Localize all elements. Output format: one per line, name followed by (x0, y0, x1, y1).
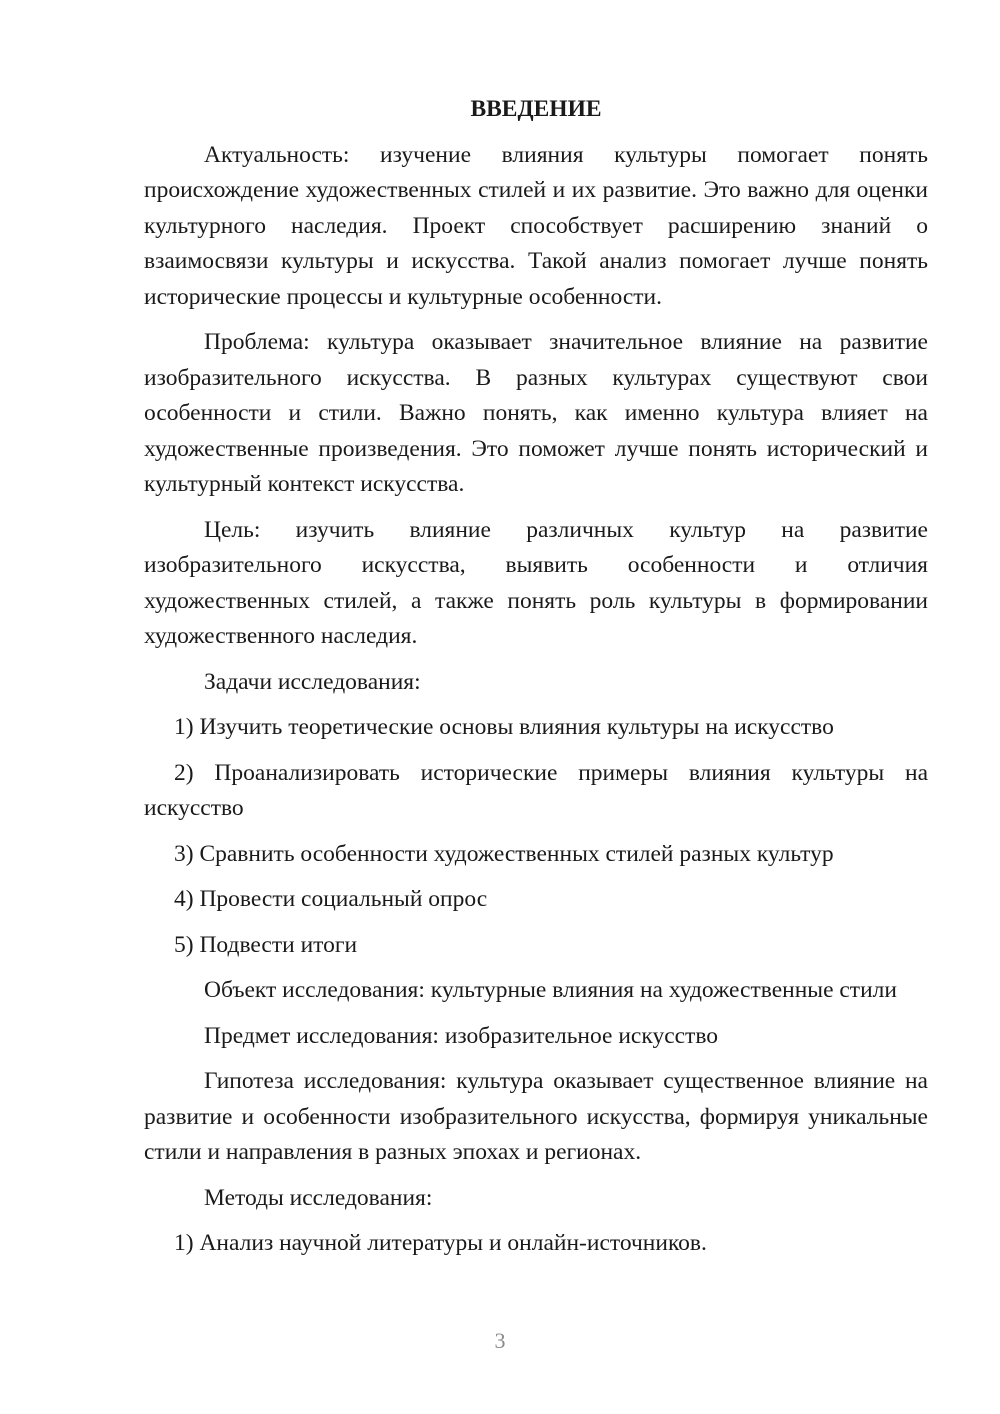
relevance-paragraph: Актуальность: изучение влияния культуры помогает понять происхождение художественных стилей и их развитие. Это важно для оценки культурного наследия. Проект способствует расширению знаний о взаимосвязи культуры и искусства. Такой анализ помогает лучше понять исторические процессы и культурные особенности. (144, 141, 928, 310)
document-page (144, 92, 928, 1272)
task-item: 4) Провести социальный опрос (174, 886, 488, 912)
goal-paragraph: Цель: изучить влияние различных культур на развитие изобразительного искусства, выявить особенности и отличия художественных стилей, а также понять роль культуры в формировании художественного наследия. (144, 516, 928, 649)
task-item: 1) Изучить теоретические основы влияния культуры на искусство (174, 714, 834, 740)
task-item: 2) Проанализировать исторические примеры влияния культуры на искусство (144, 759, 928, 821)
section-heading: ВВЕДЕНИЕ (470, 96, 602, 122)
page-number: 3 (494, 1328, 506, 1353)
tasks-label: Задачи исследования: (204, 668, 421, 695)
subject-paragraph: Предмет исследования: изобразительное искусство (204, 1022, 719, 1049)
method-item: 1) Анализ научной литературы и онлайн-источников. (174, 1230, 707, 1256)
object-paragraph: Объект исследования: культурные влияния на художественные стили (204, 977, 897, 1003)
hypothesis-paragraph: Гипотеза исследования: культура оказывает существенное влияние на развитие и особенности изобразительного искусства, формируя уникальные стили и направления в разных эпохах и регионах. (144, 1068, 928, 1165)
task-item: 3) Сравнить особенности художественных стилей разных культур (174, 840, 834, 867)
problem-paragraph: Проблема: культура оказывает значительное влияние на развитие изобразительного искусства. В разных культурах существуют свои особенности и стили. Важно понять, как именно культура влияет на художественные произведения. Это поможет лучше понять исторический и культурный контекст искусства. (144, 329, 928, 497)
methods-label: Методы исследования: (204, 1184, 433, 1211)
task-item: 5) Подвести итоги (174, 931, 358, 958)
